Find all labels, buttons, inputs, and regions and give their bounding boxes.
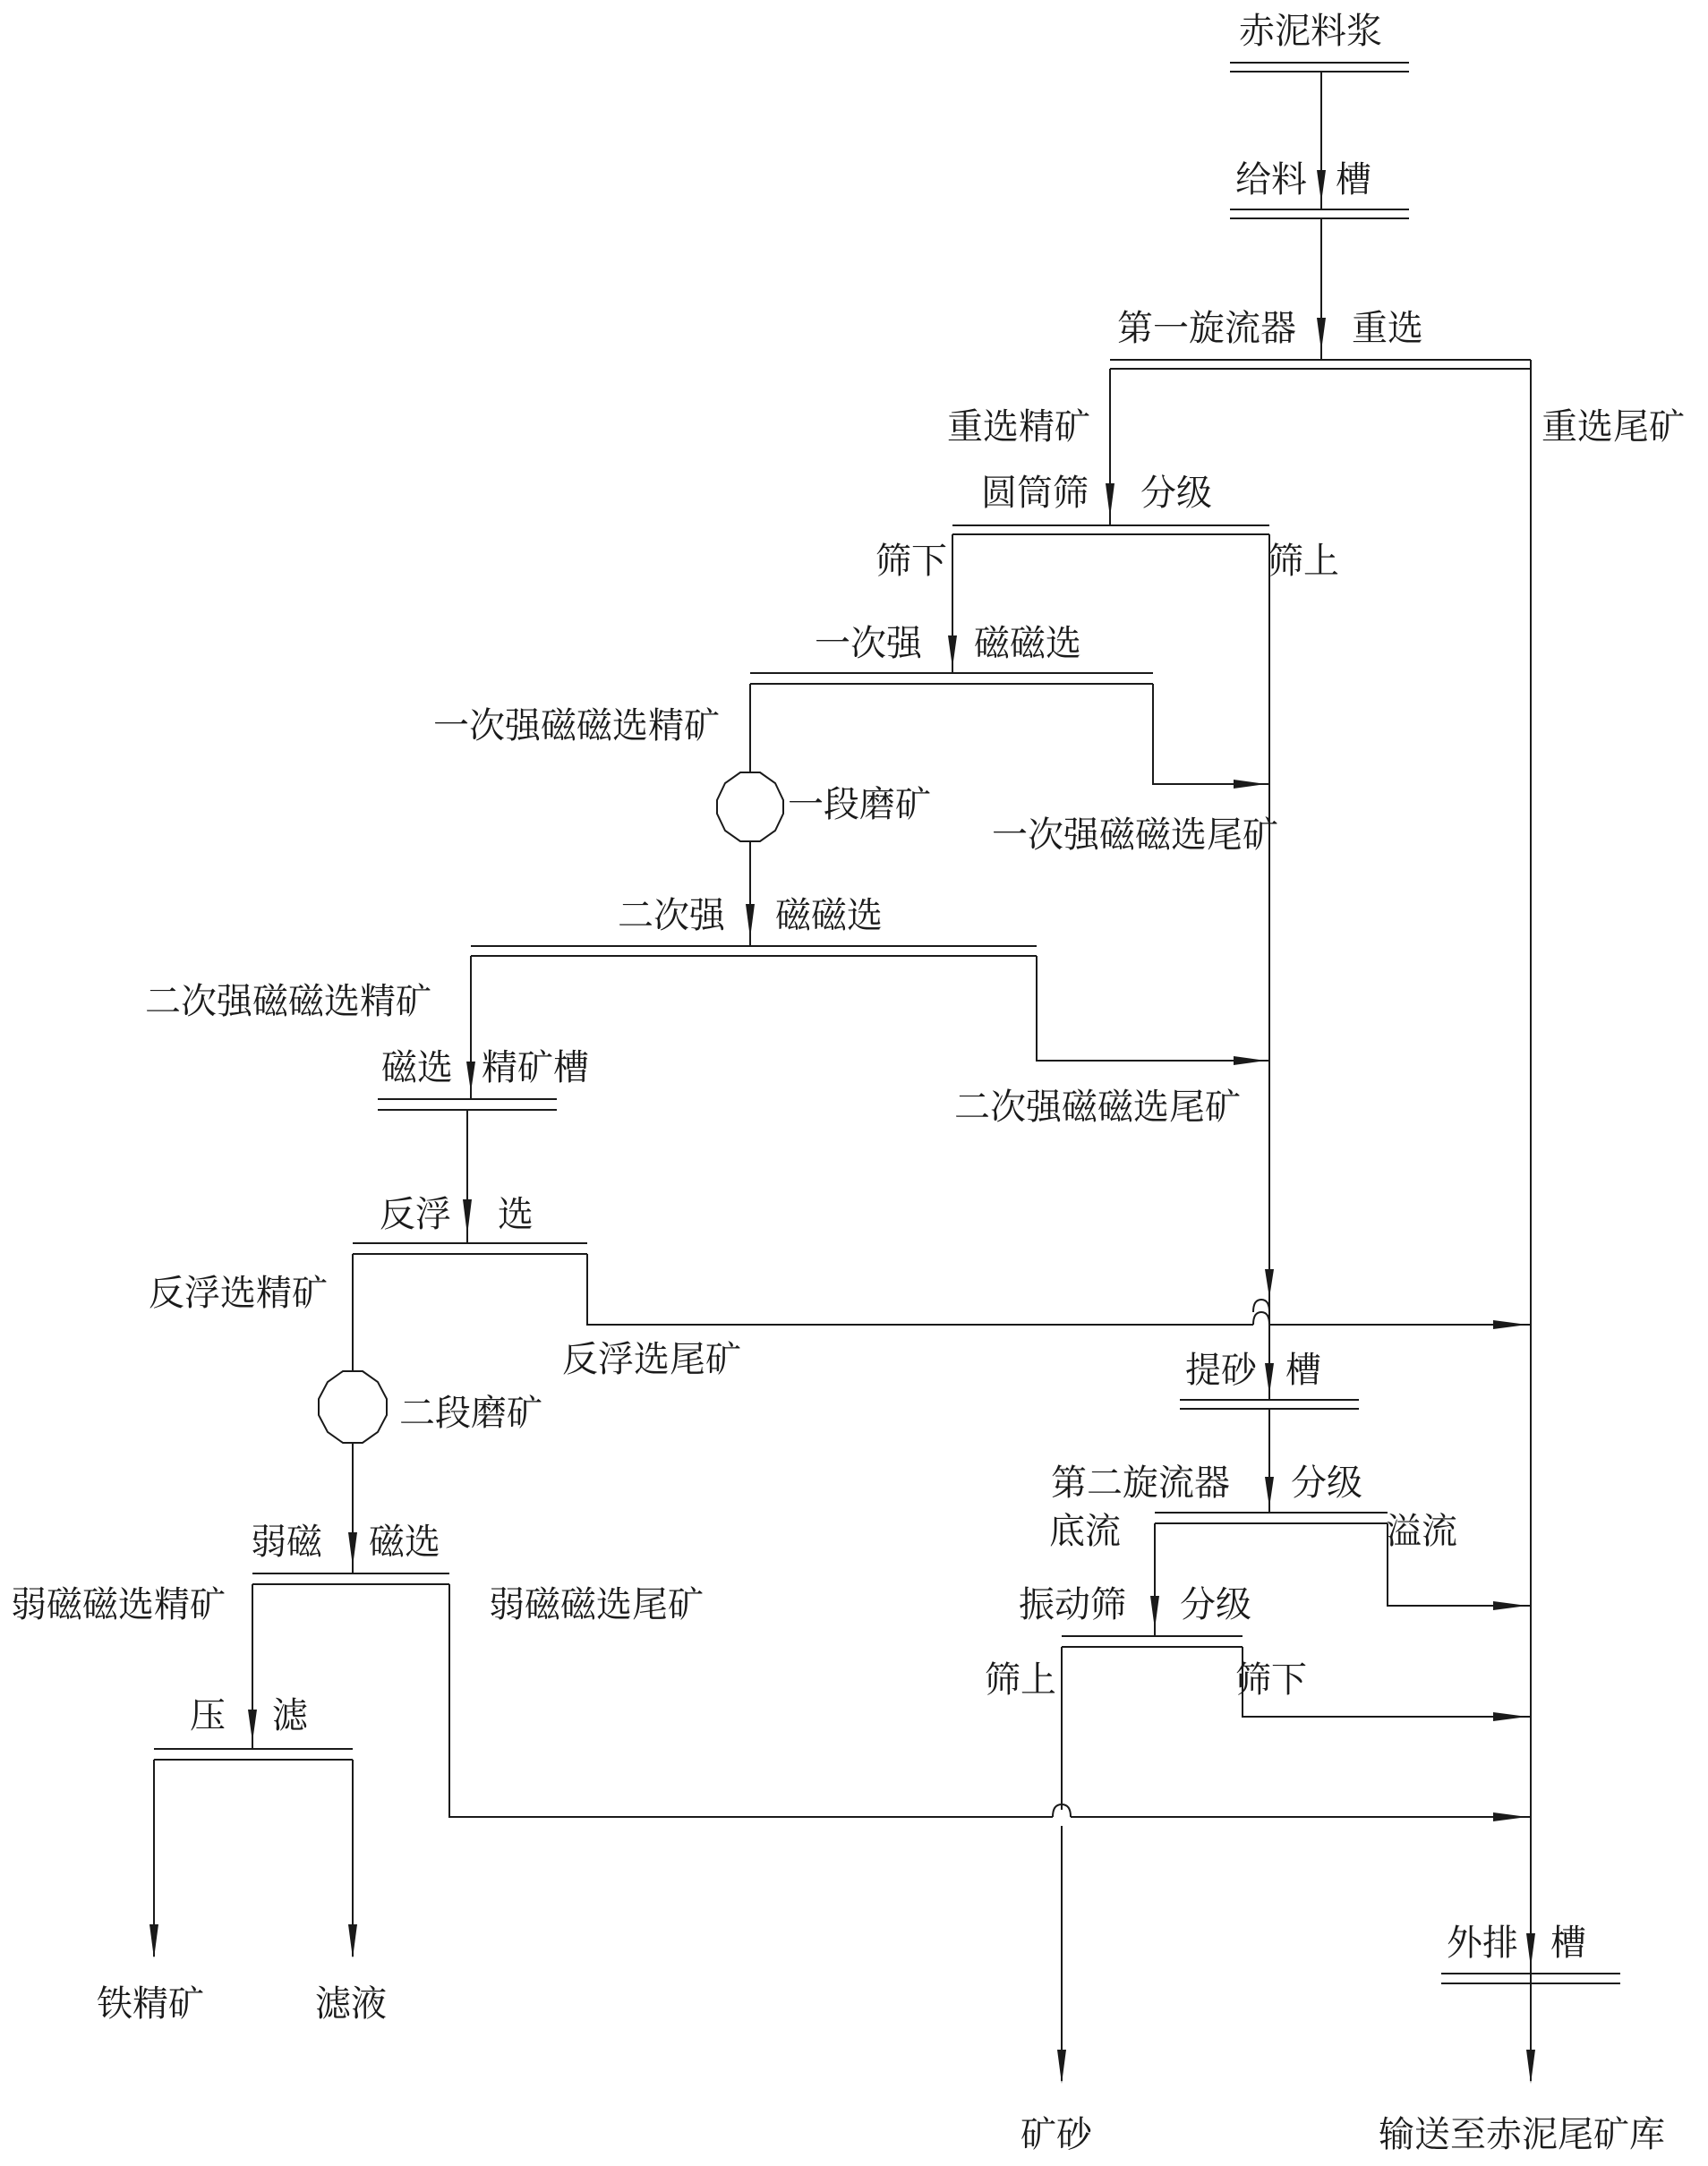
label-drum-screen-b: 分级	[1140, 473, 1212, 514]
label-mag1-tailings: 一次强磁磁选尾矿	[992, 814, 1278, 856]
label-mag2-tailings: 二次强磁磁选尾矿	[954, 1087, 1241, 1128]
label-feed: 赤泥料浆	[1239, 11, 1382, 52]
label-flotation-b: 选	[498, 1194, 534, 1235]
label-cyclone2-a: 第二旋流器	[1051, 1462, 1230, 1504]
label-cyclone1-b: 重选	[1352, 308, 1423, 349]
cyclone2-unit	[1155, 1513, 1388, 1523]
label-mill1: 一段磨矿	[788, 784, 931, 825]
label-feed-tank-b: 槽	[1336, 159, 1371, 200]
label-undersize2: 筛下	[1235, 1659, 1307, 1701]
label-mag1-a: 一次强	[815, 623, 922, 664]
label-flotation-tailings: 反浮选尾矿	[562, 1339, 741, 1380]
label-filtrate: 滤液	[315, 1983, 387, 2025]
label-sand-tank-a: 提砂	[1185, 1350, 1257, 1391]
labels	[11, 11, 1685, 2155]
label-vib-screen-a: 振动筛	[1019, 1584, 1126, 1625]
label-mill2: 二段磨矿	[399, 1393, 542, 1434]
label-undersize1: 筛下	[875, 541, 947, 582]
label-flotation-concentrate: 反浮选精矿	[149, 1273, 328, 1314]
label-sand-tank-b: 槽	[1285, 1350, 1321, 1391]
label-iron-concentrate: 铁精矿	[97, 1983, 204, 2025]
flotation-unit	[353, 1243, 587, 1254]
label-oversize2: 筛上	[985, 1659, 1056, 1701]
sand-tank-unit	[1180, 1400, 1359, 1409]
mag-conc-tank-unit	[378, 1099, 557, 1110]
label-weak-mag-a: 弱磁	[251, 1522, 322, 1563]
label-mag-conc-tank-b: 精矿槽	[482, 1047, 589, 1088]
label-mag2-b: 磁磁选	[775, 895, 883, 936]
feed-tank-unit	[1230, 209, 1409, 218]
mag2-unit	[471, 946, 1037, 956]
label-discharge-tank-b: 槽	[1550, 1923, 1586, 1964]
label-mag1-concentrate: 一次强磁磁选精矿	[433, 705, 720, 746]
label-cyclone2-b: 分级	[1291, 1462, 1362, 1504]
drum-screen-unit	[952, 525, 1269, 534]
label-weak-mag-b: 磁选	[369, 1522, 440, 1563]
arrowheads	[149, 170, 1535, 2084]
grinding-mill-1-icon	[717, 772, 783, 841]
feed-slurry-unit	[1230, 63, 1409, 72]
label-mag2-a: 二次强	[618, 895, 725, 936]
label-feed-tank-a: 给料	[1235, 159, 1307, 200]
label-overflow: 溢流	[1386, 1511, 1457, 1552]
label-to-tailings-pond: 输送至赤泥尾矿库	[1379, 2114, 1665, 2155]
label-gravity-concentrate: 重选精矿	[947, 406, 1090, 448]
cyclone1-unit	[1110, 360, 1531, 369]
label-weak-mag-concentrate: 弱磁磁选精矿	[11, 1584, 226, 1625]
label-cyclone1-a: 第一旋流器	[1117, 308, 1296, 349]
label-press-filter-b: 滤	[272, 1695, 308, 1736]
grinding-mill-2-icon	[319, 1371, 387, 1443]
label-discharge-tank-a: 外排	[1447, 1923, 1518, 1964]
label-ore-sand: 矿砂	[1021, 2114, 1092, 2155]
vib-screen-unit	[1062, 1636, 1243, 1647]
flow-lines	[154, 72, 1531, 2081]
label-weak-mag-tailings: 弱磁磁选尾矿	[489, 1584, 704, 1625]
label-mag-conc-tank-a: 磁选	[381, 1047, 453, 1088]
label-press-filter-a: 压	[190, 1695, 226, 1736]
label-gravity-tailings: 重选尾矿	[1541, 406, 1685, 448]
label-drum-screen-a: 圆筒筛	[981, 473, 1089, 514]
label-flotation-a: 反浮	[380, 1194, 451, 1235]
label-underflow: 底流	[1049, 1511, 1121, 1552]
press-filter-unit	[154, 1749, 353, 1760]
mag1-unit	[750, 673, 1153, 684]
label-mag2-concentrate: 二次强磁磁选精矿	[145, 981, 431, 1022]
label-oversize1: 筛上	[1268, 541, 1339, 582]
weak-mag-unit	[252, 1573, 449, 1584]
label-mag1-b: 磁磁选	[974, 623, 1081, 664]
label-vib-screen-b: 分级	[1180, 1584, 1251, 1625]
